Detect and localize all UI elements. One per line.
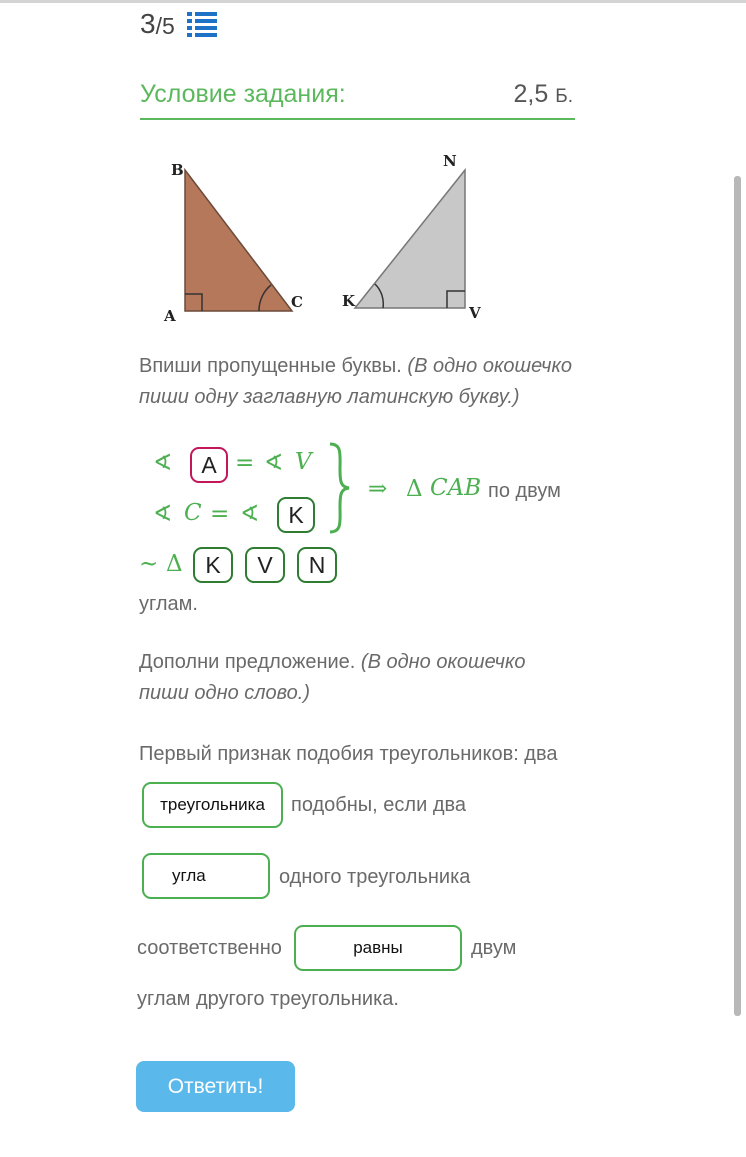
equals-sign: =	[235, 450, 255, 476]
triangles-figure	[155, 148, 495, 328]
sentence-part4: соответственно	[137, 937, 282, 959]
current-question: 3	[140, 8, 156, 39]
by-two-text: по двум	[488, 480, 561, 502]
label-a: A	[164, 307, 176, 325]
instruction-letters	[139, 351, 572, 413]
label-k: K	[342, 292, 356, 310]
row2-vertex: C	[184, 500, 202, 526]
label-v: V	[469, 304, 481, 322]
top-divider	[0, 0, 746, 3]
sentence-part3: одного треугольника	[279, 866, 471, 888]
sentence-part1: Первый признак подобия треугольников: два	[139, 743, 558, 765]
angle-symbol: ∢	[264, 450, 284, 476]
label-b: B	[171, 161, 184, 179]
triangle-abc	[185, 170, 292, 311]
instruction-letters-text: Впиши пропущенные буквы.	[139, 355, 408, 377]
label-n: N	[443, 152, 457, 170]
delta-symbol: Δ	[406, 476, 423, 502]
total-questions: /5	[155, 12, 175, 39]
letter-input-tri3[interactable]: N	[297, 547, 337, 583]
points-unit: Б.	[555, 86, 573, 107]
angle-symbol: ∢	[153, 450, 173, 476]
word-input-1[interactable]: треугольника	[142, 782, 283, 828]
letter-input-tri2[interactable]: V	[245, 547, 285, 583]
angles-word: углам.	[139, 593, 198, 615]
instruction-words-hint2: пиши одно слово.)	[139, 682, 311, 704]
instruction-letters-hint1: (В одно окошечко	[407, 355, 573, 377]
question-counter	[140, 8, 217, 40]
angle-symbol: ∢	[240, 501, 260, 527]
equals-sign: =	[210, 501, 230, 527]
task-header	[140, 78, 575, 120]
word-input-3[interactable]: равны	[294, 925, 462, 971]
letter-input-row1[interactable]: A	[190, 447, 228, 483]
letter-input-tri1[interactable]: K	[193, 547, 233, 583]
sentence-part6: углам другого треугольника.	[137, 988, 399, 1010]
angle-symbol: ∢	[153, 501, 173, 527]
implies-arrow: ⇒	[368, 476, 388, 502]
curly-brace	[327, 440, 353, 536]
instruction-words	[139, 647, 526, 709]
scrollbar[interactable]	[734, 176, 741, 1016]
similar-sign: ~	[139, 551, 159, 577]
task-title: Условие задания:	[140, 80, 346, 108]
row1-vertex: V	[295, 449, 312, 475]
word-input-2[interactable]: угла	[142, 853, 270, 899]
instruction-words-hint1: (В одно окошечко	[360, 651, 526, 673]
triangle-nkv	[355, 170, 465, 308]
delta-symbol: Δ	[166, 551, 183, 577]
triangle-cab: CAB	[430, 475, 482, 501]
instruction-letters-hint2: пиши одну заглавную латинскую букву.)	[139, 386, 520, 408]
question-list-icon[interactable]	[187, 11, 217, 37]
sentence-part2: подобны, если два	[291, 794, 467, 816]
label-c: C	[291, 293, 303, 311]
points-value: 2,5	[513, 80, 549, 108]
answer-button[interactable]: Ответить!	[136, 1061, 295, 1112]
task-points	[514, 80, 573, 109]
instruction-words-text: Дополни предложение.	[139, 651, 361, 673]
letter-input-row2[interactable]: K	[277, 497, 315, 533]
sentence-part5: двум	[471, 937, 517, 959]
